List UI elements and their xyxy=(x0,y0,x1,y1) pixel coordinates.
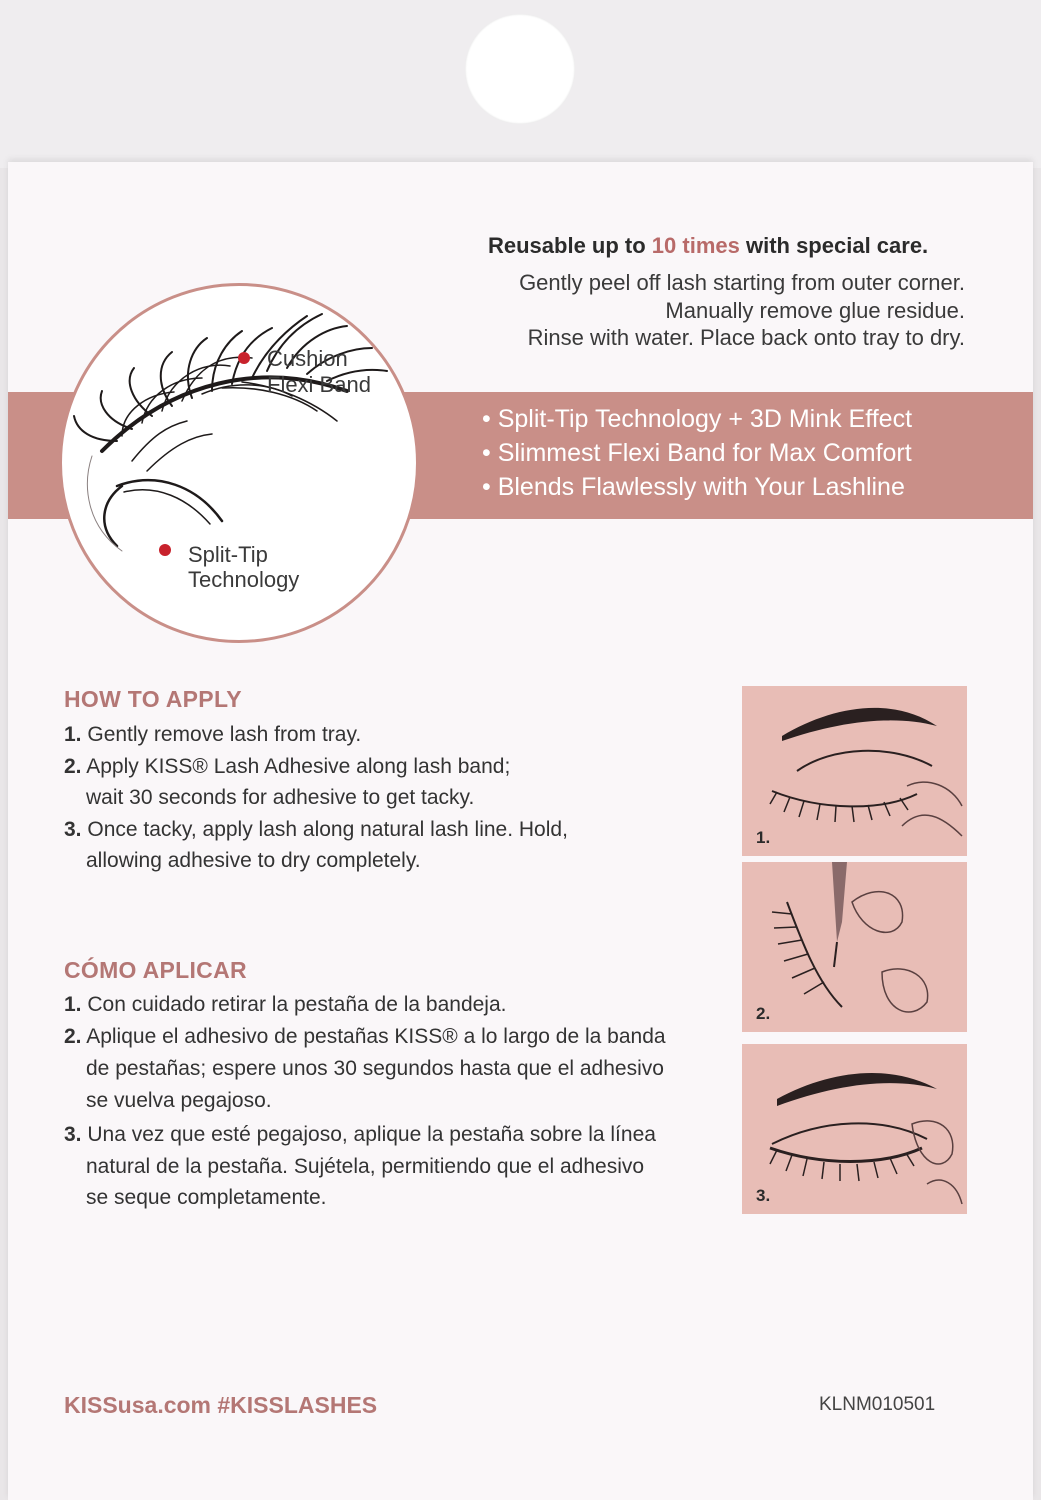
feature-item: • Slimmest Flexi Band for Max Comfort xyxy=(482,439,912,467)
step-text-cont: natural de la pestaña. Sujétela, permitiendo que el adhesivo xyxy=(86,1155,645,1178)
callout-tip-line1: Split-Tip xyxy=(188,542,268,567)
step-number: 2. xyxy=(64,755,82,778)
panel-number: 2. xyxy=(756,1004,771,1023)
hang-hole xyxy=(465,14,575,124)
step-text-cont: se vuelva pegajoso. xyxy=(86,1089,272,1112)
care-heading-suffix: with special care. xyxy=(739,233,929,258)
step-text-cont: de pestañas; espere unos 30 segundos hasta que el adhesivo xyxy=(86,1057,664,1080)
step-number: 3. xyxy=(64,1123,82,1146)
panel-number: 1. xyxy=(756,828,771,847)
step-text: Con cuidado retirar la pestaña de la bandeja. xyxy=(87,993,507,1016)
step-number: 1. xyxy=(64,993,82,1016)
como-aplicar-title: CÓMO APLICAR xyxy=(64,957,247,983)
step-text-cont: wait 30 seconds for adhesive to get tacky. xyxy=(86,786,475,809)
adhesive-applicator-illustration xyxy=(742,862,967,1032)
step-number: 3. xyxy=(64,818,82,841)
callout-tip-line2: Technology xyxy=(188,567,300,592)
step-text: Aplique el adhesivo de pestañas KISS® a lo largo de la banda xyxy=(86,1025,666,1048)
step-text-cont: allowing adhesive to dry completely. xyxy=(86,849,421,872)
care-line: Gently peel off lash starting from outer corner. xyxy=(519,270,965,295)
apply-step-2 xyxy=(64,755,510,779)
care-line: Rinse with water. Place back onto tray to dry. xyxy=(527,325,965,350)
step-illustration-3 xyxy=(742,1044,967,1214)
panel-number: 3. xyxy=(756,1186,771,1205)
care-heading-highlight: 10 times xyxy=(651,233,740,258)
step-text: Gently remove lash from tray. xyxy=(87,723,362,746)
feature-item: • Split-Tip Technology + 3D Mink Effect xyxy=(482,405,913,433)
apply-step-3 xyxy=(64,818,568,842)
step-text-cont: se seque completamente. xyxy=(86,1186,327,1209)
eye-closed-illustration xyxy=(742,686,967,856)
feature-item: • Blends Flawlessly with Your Lashline xyxy=(482,473,905,501)
care-heading xyxy=(488,233,928,259)
lash-applied-illustration xyxy=(742,1044,967,1214)
step-number: 2. xyxy=(64,1025,82,1048)
how-to-apply-title: HOW TO APPLY xyxy=(64,686,242,712)
step-illustration-1 xyxy=(742,686,967,856)
box-side-left xyxy=(0,168,8,1500)
aplicar-step-3 xyxy=(64,1123,656,1147)
box-side-right xyxy=(1033,168,1041,1500)
aplicar-step-2 xyxy=(64,1025,666,1049)
step-text: Once tacky, apply lash along natural lash line. Hold, xyxy=(87,818,568,841)
step-number: 1. xyxy=(64,723,82,746)
step-text: Una vez que esté pegajoso, aplique la pestaña sobre la línea xyxy=(87,1123,656,1146)
care-line: Manually remove glue residue. xyxy=(665,298,965,323)
care-heading-prefix: Reusable up to xyxy=(488,233,652,258)
callout-band-line1: Cushion xyxy=(267,346,348,371)
step-illustration-2 xyxy=(742,862,967,1032)
website-hashtag: KISSusa.com #KISSLASHES xyxy=(64,1392,378,1418)
step-text: Apply KISS® Lash Adhesive along lash band; xyxy=(86,755,511,778)
product-code: KLNM010501 xyxy=(819,1394,936,1415)
aplicar-step-1 xyxy=(64,993,506,1017)
apply-step-1 xyxy=(64,723,361,747)
callout-band-line2: Flexi Band xyxy=(267,372,371,397)
